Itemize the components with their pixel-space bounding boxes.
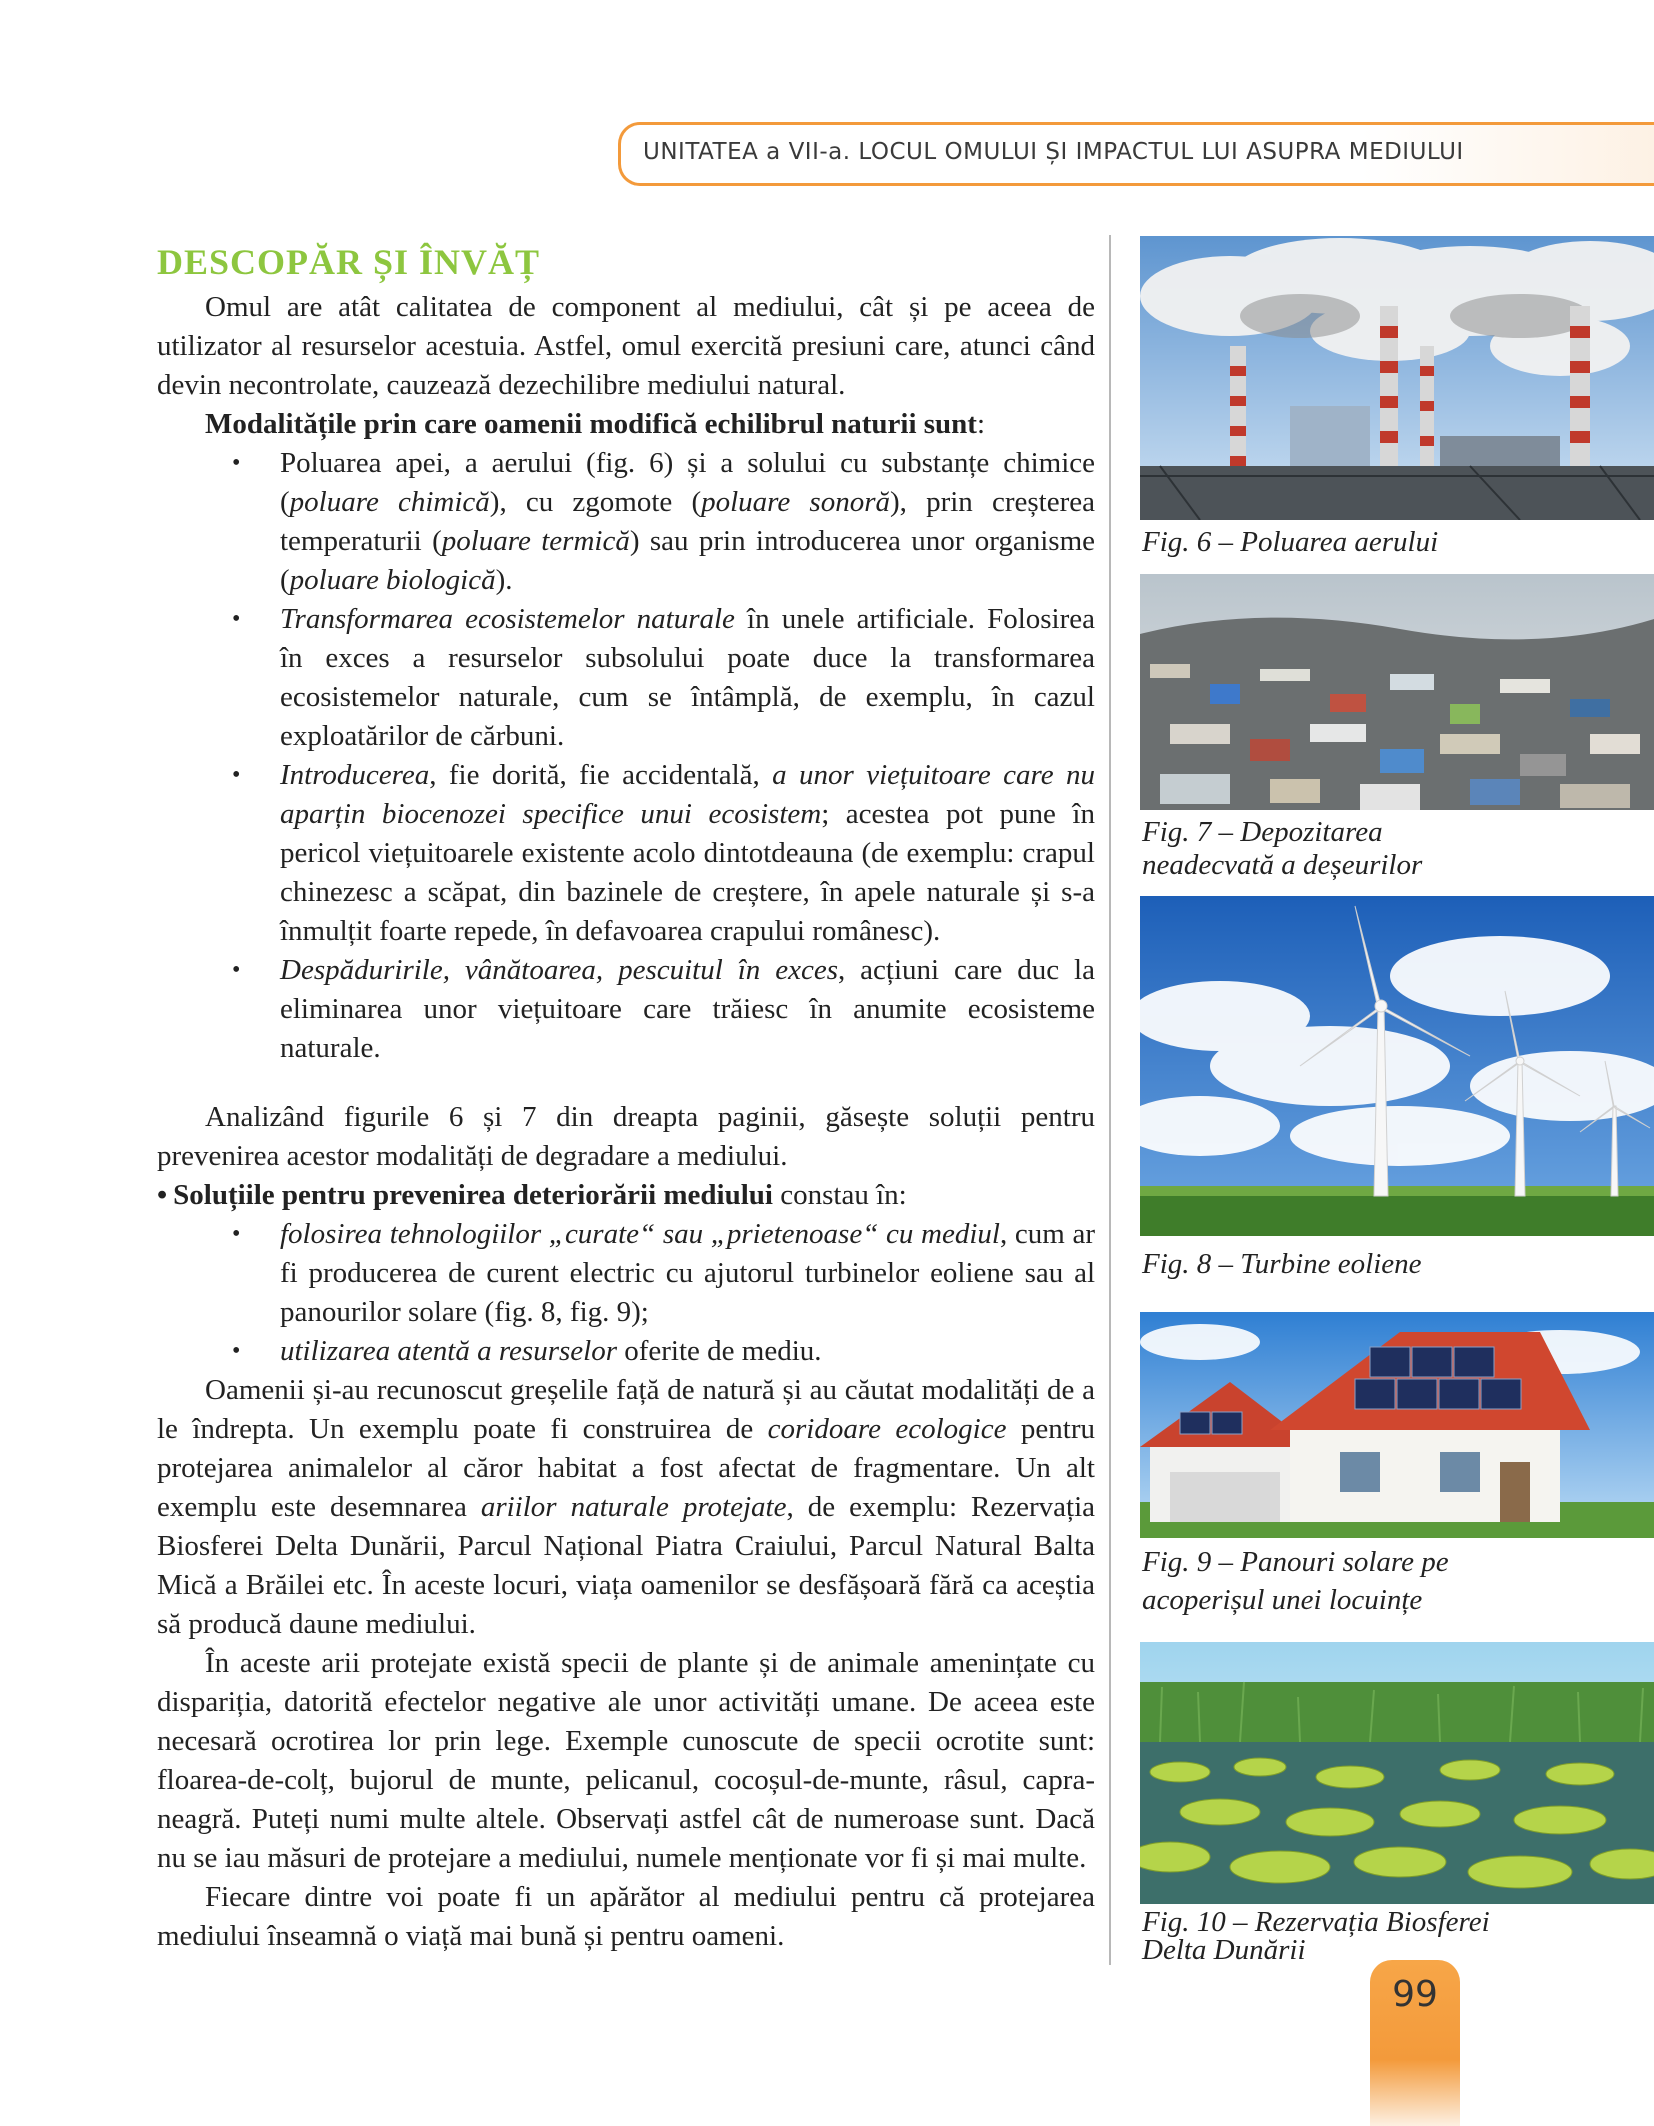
waste-dump-photo (1140, 574, 1654, 810)
intro-paragraph: Omul are atât calitatea de component al mediului, cât și pe aceea de utilizator al resurselor acestuia. Astfel, omul exercită presiuni care, atunci când devin necontrolate, cauzează dezechilibre mediului natural. (157, 291, 1095, 401)
figure-7-caption-line1: Fig. 7 – Depozitarea (1142, 816, 1383, 848)
figure-9-caption-line1: Fig. 9 – Panouri solare pe (1142, 1546, 1449, 1578)
section-title: DESCOPĂR ȘI ÎNVĂȚ (157, 242, 541, 282)
unit-header-tab (618, 122, 1654, 186)
figure-6-caption: Fig. 6 – Poluarea aerului (1142, 526, 1439, 558)
figure-9 (1140, 1312, 1654, 1538)
solutions-list (157, 1215, 1095, 1371)
figure-8 (1140, 896, 1654, 1236)
wind-turbines-photo (1140, 896, 1654, 1236)
figure-9-caption-line2: acoperișul unei locuințe (1142, 1584, 1423, 1616)
page-number-tab (1370, 1960, 1460, 2126)
column-divider (1109, 235, 1111, 1965)
figure-7-caption-line2: neadecvată a deșeurilor (1142, 849, 1423, 881)
solutions-heading: Soluțiile pentru prevenirea deteriorării mediului (173, 1179, 773, 1211)
figure-8-caption: Fig. 8 – Turbine eoliene (1142, 1248, 1422, 1280)
unit-title: UNITATEA a VII-a. LOCUL OMULUI ȘI IMPACTUL LUI ASUPRA MEDIULUI (643, 139, 1464, 165)
figure-10 (1140, 1642, 1654, 1904)
figure-10-caption-line1: Fig. 10 – Rezervația Biosferei (1142, 1906, 1490, 1938)
figure-10-caption-line2: Delta Dunării (1142, 1934, 1306, 1966)
protected-species-paragraph: În aceste arii protejate există specii de plante și de animale amenințate cu dispariția, datorită efectelor negative ale unor activități umane. De aceea este necesară ocrotirea lor prin lege. Exemple cunoscute de specii ocrotite sunt: floarea-de-colț, bujorul de munte, pelicanul, cocoșul-de-munte, râsul, capra-neagră. Puteți numi multe altele. Observați astfel cât de numeroase sunt. Dacă nu se iau măsuri de protejare a mediului, numele menționate vor fi și mai multe. (157, 1647, 1095, 1874)
list-item: • Introducerea, fie dorită, fie accidentală, a unor viețuitoare care nu aparțin biocenozei specifice unui ecosistem; acestea pot pune în pericol viețuitoarele existente acolo dintotdeauna (de exemplu: crapul chinezesc a scăpat, din bazinele de creștere, în apele naturale și s-a înmulțit foarte repede, în defavoarea crapului românesc). (280, 756, 1095, 951)
list-item: • Transformarea ecosistemelor naturale în unele artificiale. Folosirea în exces a resurselor subsolului poate duce la transformarea ecosistemelor naturale, cum se întâmplă, de exemplu, în cazul exploatărilor de cărbuni. (280, 600, 1095, 756)
list-item: • Poluarea apei, a aerului (fig. 6) și a solului cu substanțe chimice (poluare chimică), cu zgomote (poluare sonoră), prin creșterea temperaturii (poluare termică) sau prin introducerea unor organisme (poluare biologică). (280, 444, 1095, 600)
solar-house-photo (1140, 1312, 1654, 1538)
analysis-paragraph: Analizând figurile 6 și 7 din dreapta paginii, găsește soluții pentru prevenirea acestor modalități de degradare a mediului. (157, 1101, 1095, 1172)
modalities-list (157, 444, 1095, 1068)
final-paragraph: Fiecare dintre voi poate fi un apărător al mediului pentru că protejarea mediului înseamnă o viață mai bună și pentru oameni. (157, 1881, 1095, 1952)
factory-chimneys-photo (1140, 236, 1654, 520)
list-item: • utilizarea atentă a resurselor oferite de mediu. (280, 1332, 1095, 1371)
protected-areas-paragraph: Oamenii și-au recunoscut greșelile față de natură și au căutat modalități de a le îndrepta. Un exemplu poate fi construirea de coridoare ecologice pentru protejarea animalelor al căror habitat a fost afectat de fragmentare. Un alt exemplu este desemnarea ariilor naturale protejate, de exemplu: Rezervația Biosferei Delta Dunării, Parcul Național Piatra Craiului, Parcul Natural Balta Mică a Brăilei etc. În aceste locuri, viața oamenilor se desfășoară fără ca aceștia să producă daune mediului. (157, 1374, 1096, 1640)
figure-7 (1140, 574, 1654, 810)
solutions-heading-line: • Soluțiile pentru prevenirea deteriorării mediului constau în: (157, 1179, 907, 1211)
delta-water-lilies-photo (1140, 1642, 1654, 1904)
modalities-heading: Modalitățile prin care oamenii modifică echilibrul naturii sunt (205, 408, 977, 440)
list-item: • folosirea tehnologiilor „curate“ sau „prietenoase“ cu mediul, cum ar fi producerea de curent electric cu ajutorul turbinelor eoliene sau al panourilor solare (fig. 8, fig. 9); (280, 1215, 1095, 1332)
modalities-heading-line: Modalitățile prin care oamenii modifică echilibrul naturii sunt: (205, 408, 986, 440)
main-text-column (157, 240, 1095, 1956)
list-item: • Despăduririle, vânătoarea, pescuitul în exces, acțiuni care duc la eliminarea unor viețuitoare care trăiesc în anumite ecosisteme naturale. (280, 951, 1095, 1068)
figure-6 (1140, 236, 1654, 520)
page-number: 99 (1392, 1974, 1438, 2015)
